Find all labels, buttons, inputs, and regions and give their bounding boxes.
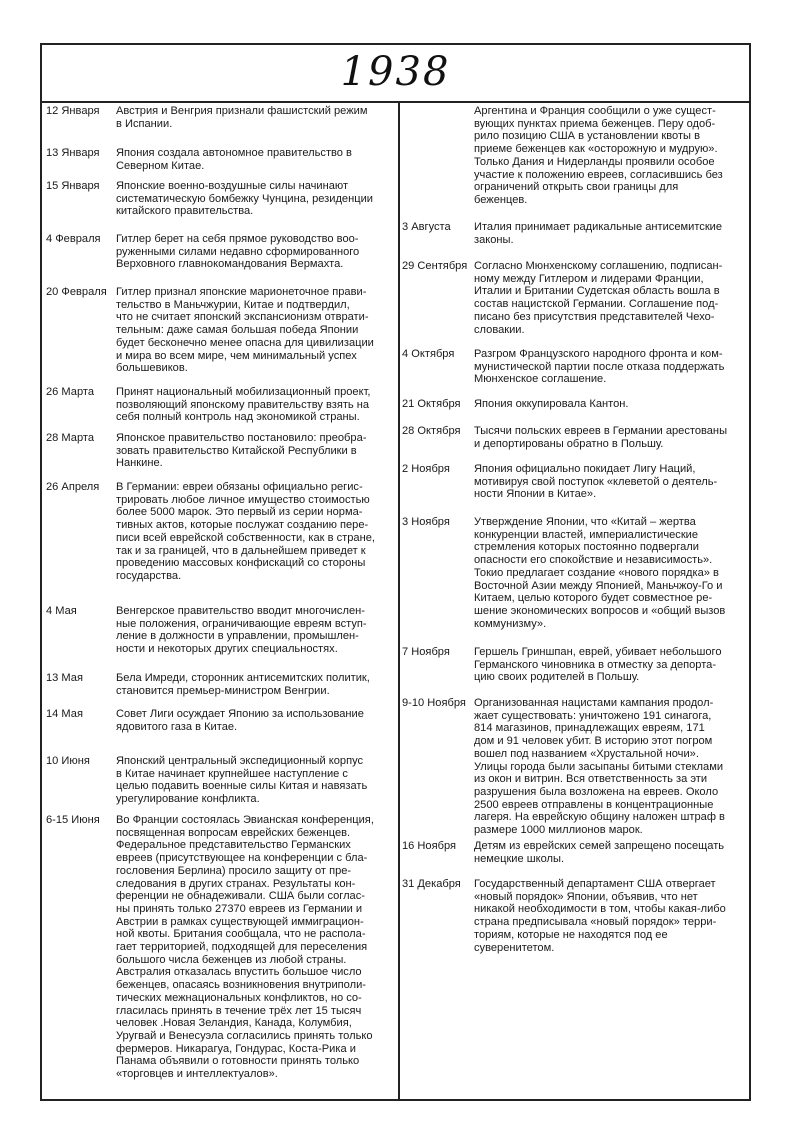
timeline-entry [46,105,394,130]
timeline-entry [402,260,748,336]
page-frame [40,43,751,1101]
timeline-entry [402,878,748,954]
entry-date: 28 Октября [402,425,461,437]
timeline-entry [46,432,394,470]
timeline-entry [402,425,748,450]
entry-date: 10 Июня [46,755,90,767]
entry-date: 9-10 Ноября [402,697,466,709]
entry-text: Тысячи польских евреев в Германии арестованы и депортированы обратно в Польшу. [474,425,728,450]
entry-date: 31 Декабря [402,878,461,890]
entry-text: Разгром Французского народного фронта и ком- мунистической партии после отказа поддержать Мюнхенское соглашение. [474,348,725,386]
title-band [42,45,749,103]
entry-date: 4 Мая [46,605,77,617]
entry-date: 21 Октября [402,398,461,410]
timeline-entry [46,481,394,583]
entry-text: Во Франции состоялась Эвианская конференция, посвященная вопросам еврейских беженцев. Федеральное представительство Германских евреев (присутствующее на конференции с бла- гословения Берлина) просило защиту от пре- следования в других странах. Результаты кон- ференции не обнадеживали. США были соглас- ны принять только 27370 евреев из Германии и Австрии в рамках существующей иммиграцион- ной квоты. Британия сообщала, что не распола- гает территорией, подходящей для переселения большого числа беженцев из любой страны. Австралия отказалась впустить большое число беженцев, опасаясь возникновения внутриполи- тических межнациональных конфликтов, но со- гласилась принять в течение трёх лет 15 тысяч человек .Новая Зеландия, Канада, Колумбия, Уругвай и Венесуэла согласились принять только фермеров. Никарагуа, Гондурас, Коста-Рика и Панама объявили о готовности принять только «торговцев и интеллектуалов». [116,814,374,1081]
entry-date: 12 Января [46,105,100,117]
entry-date: 3 Ноября [402,516,450,528]
entry-date: 20 Февраля [46,286,107,298]
timeline-entry [46,147,394,172]
entry-text: Организованная нацистами кампания продол- жает существовать: уничтожено 191 синагога, 814 магазинов, принадлежащих евреям, 171 дом и 91 человек убит. В историю этот погром вошел под названием «Хрустальной ночи». Улицы города были засыпаны битыми стеклами из окон и витрин. Вся ответственность за эти разрушения была возложена на евреев. Около 2500 евреев отправлены в концентрационные лагеря. На еврейскую общину наложен штраф в размере 1000 миллионов марок. [474,697,725,837]
entry-date: 15 Января [46,180,100,192]
entry-text: Утверждение Японии, что «Китай – жертва конкуренции властей, империалистические стремления которых постоянно подвергали опасности его спокойствие и независимость». Токио предлагает создание «нового порядка» в Восточной Азии между Японией, Маньчжоу-Го и Китаем, целью которого будет совместное ре- шение экономических вопросов и «общий вызов коммунизму». [474,516,726,630]
timeline-entry [402,348,748,386]
entry-text: Японские военно-воздушные силы начинают систематическую бомбежку Чунцина, резиденции китайского правительства. [116,180,373,218]
page-title: 1938 [340,49,451,95]
entry-date: 26 Марта [46,386,95,398]
entry-text: Япония официально покидает Лигу Наций, мотивируя свой поступок «клеветой о деятель- ности Японии в Китае». [474,463,718,501]
entry-date: 16 Ноября [402,840,457,852]
entry-text: Бела Имреди, сторонник антисемитских политик, становится премьер-министром Венгрии. [116,672,370,697]
timeline-entry [46,755,394,806]
entry-text: Японское правительство постановило: преобра- зовать правительство Китайской Республики в Нанкине. [116,432,367,470]
entry-text: Япония создала автономное правительство в Северном Китае. [116,147,352,172]
entry-text: В Германии: евреи обязаны официально регис- трировать любое личное имущество стоимостью более 5000 марок. Это первый из серии норма- тивных актов, которые послужат созданию пере- писи всей еврейской собственности, как в стране, так и за границей, что в дальнейшем приведет к проведению массовых конфискаций со стороны государства. [116,481,375,582]
timeline-entry [402,463,748,501]
entry-date: 4 Октября [402,348,455,360]
entry-date: 28 Марта [46,432,95,444]
entry-date: 13 Января [46,147,100,159]
entry-text: Гершель Гриншпан, еврей, убивает небольшого Германского чиновника в отместку за депорта- цию своих родителей в Польшу. [474,646,722,684]
timeline-entry [46,605,394,656]
timeline-entry [46,386,394,424]
entry-text: Гитлер признал японские марионеточное прави- тельство в Маньчжурии, Китае и подтвердил, что не считает японский экспансионизм отврати- тельным: даже самая большая победа Японии будет бесконечно менее опасна для цивилизации и мира во всем мире, чем минимальный успех большевиков. [116,286,374,375]
entry-text: Аргентина и Франция сообщили о уже сущест- вующих пунктах приема беженцев. Перу одоб- рило позицию США в установлении квоты в приеме беженцев как «осторожную и мудрую». Только Дания и Нидерланды проявили особое участие к положению евреев, согласившись без ограничений открыть свои границы для беженцев. [474,105,723,206]
timeline-entry [402,840,748,865]
timeline-entry [402,516,748,630]
timeline-entry [402,105,748,207]
entry-date: 7 Ноября [402,646,450,658]
entry-text: Италия принимает радикальные антисемитские законы. [474,221,723,246]
entry-text: Согласно Мюнхенскому соглашению, подписан- ному между Гитлером и лидерами Франции, Италии и Британии Судетская область вошла в состав нацистской Германии. Соглашение под- писано без присутствия представителей Чехо- словакии. [474,260,723,336]
timeline-entry [402,646,748,684]
entry-date: 2 Ноября [402,463,450,475]
entry-date: 4 Февраля [46,233,101,245]
timeline-entry [46,180,394,218]
column-divider [398,103,400,1101]
timeline-entry [46,672,394,697]
entry-date: 13 Мая [46,672,83,684]
entry-text: Совет Лиги осуждает Японию за использование ядовитого газа в Китае. [116,708,364,733]
entry-text: Венгерское правительство вводит многочислен- ные положения, ограничивающие евреям вступ- ление в должности в управлении, промышлен- ности и некоторых других специальностях. [116,605,367,656]
entry-date: 3 Августа [402,221,451,233]
timeline-entry [402,697,748,837]
entry-date: 26 Апреля [46,481,100,493]
entry-date: 29 Сентября [402,260,468,272]
entry-text: Японский центральный экспедиционный корпус в Китае начинает крупнейшее наступление с целью подавить военные силы Китая и навязать урегулирование конфликта. [116,755,368,806]
timeline-entry [46,814,394,1081]
entry-text: Австрия и Венгрия признали фашистский режим в Испании. [116,105,368,130]
timeline-entry [402,398,748,411]
entry-text: Принят национальный мобилизационный проект, позволяющий японскому правительству взять на себя полный контроль над экономикой страны. [116,386,371,424]
entry-date: 6-15 Июня [46,814,100,826]
entry-date: 14 Мая [46,708,83,720]
entry-text: Государственный департамент США отвергает «новый порядок» Японии, объявив, что нет никакой необходимости в том, чтобы какая-либо страна предписывала «новый порядок» терри- ториям, которые не находятся под ее суверенитетом. [474,878,726,954]
timeline-entry [46,286,394,375]
timeline-entry [402,221,748,246]
entry-text: Гитлер берет на себя прямое руководство воо- руженными силами недавно сформированного Верховного главнокомандования Вермахта. [116,233,360,271]
timeline-entry [46,233,394,271]
entry-text: Детям из еврейских семей запрещено посещать немецкие школы. [474,840,725,865]
timeline-entry [46,708,394,733]
entry-text: Япония оккупировала Кантон. [474,398,629,410]
